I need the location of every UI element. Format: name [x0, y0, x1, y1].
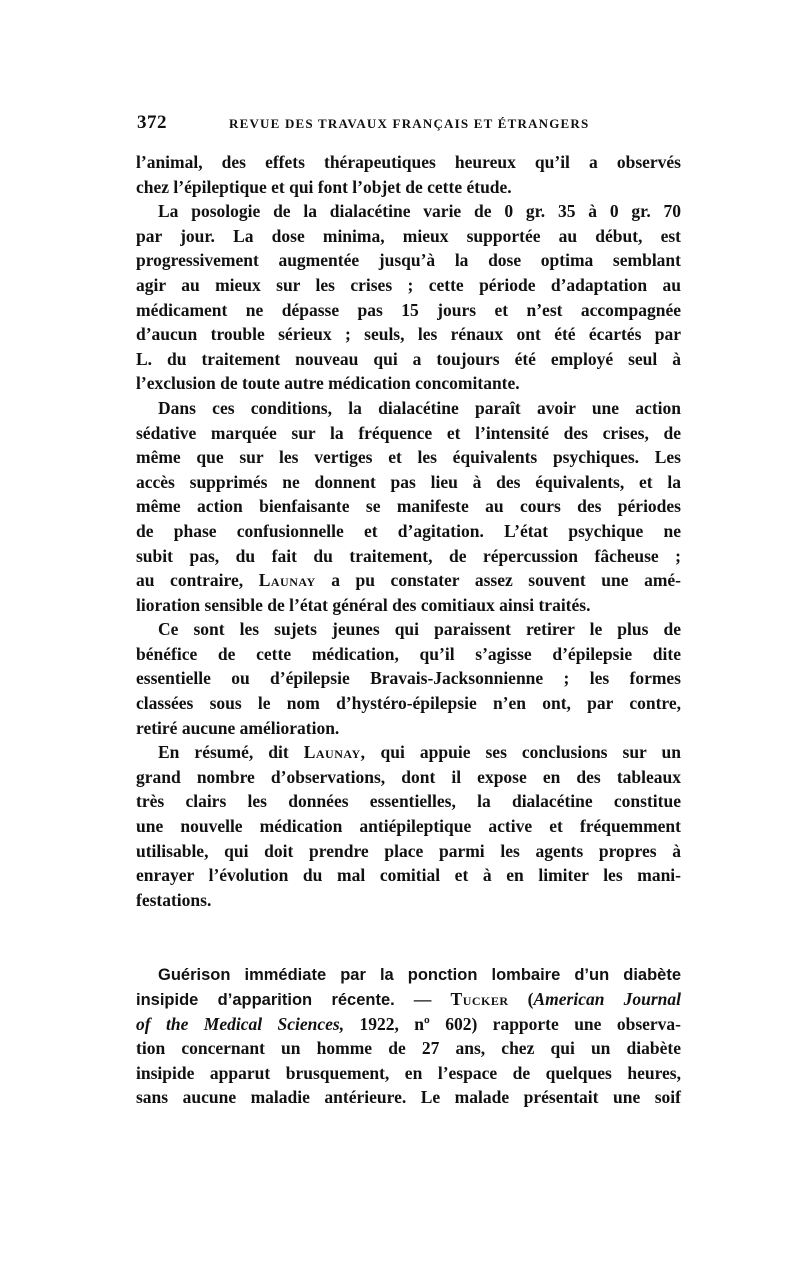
text-line: progressivement augmentée jusqu’à la dose optima semblant — [136, 250, 681, 271]
text-line: L. du traitement nouveau qui a toujours été employé seul à — [136, 348, 681, 369]
text-segment: au contraire, — [136, 570, 244, 591]
article-title-line — [136, 962, 681, 987]
text-line: sédative marquée sur la fréquence et l’intensité des crises, de — [136, 422, 681, 443]
text-line: tion concernant un homme de 27 ans, chez qui un diabète — [136, 1038, 681, 1059]
text-line: même action bienfaisante se manifeste au cours des périodes — [136, 496, 681, 517]
text-line: une nouvelle médication antiépileptique active et fréquemment — [136, 816, 681, 837]
text-segment: ( — [508, 989, 534, 1009]
dash: — — [394, 989, 451, 1009]
text-line: grand nombre d’observations, dont il expose en des tableaux — [136, 766, 681, 787]
text-segment: 1922, nº 602) rapporte une observa- — [344, 1013, 681, 1034]
text-line: festations. — [136, 889, 212, 910]
journal-name: American Journal — [533, 989, 681, 1009]
text-line: médicament ne dépasse pas 15 jours et n’est accompagnée — [136, 299, 681, 320]
text-line: très clairs les données essentielles, la dialacétine constitue — [136, 791, 681, 812]
text-segment: qui appuie ses conclusions sur un — [380, 742, 681, 763]
text-line: chez l’épileptique et qui font l’objet de cette étude. — [136, 176, 512, 197]
text-line: d’aucun trouble sérieux ; seuls, les rénaux ont été écartés par — [136, 324, 681, 345]
text-line: enrayer l’évolution du mal comitial et à en limiter les mani- — [136, 865, 681, 886]
text-line: sans aucune maladie antérieure. Le malade présentait une soif — [136, 1087, 681, 1108]
paragraph-start: Dans ces conditions, la dialacétine paraît avoir une action — [158, 397, 681, 418]
text-line: de phase confusionnelle et d’agitation. L’état psychique ne — [136, 520, 681, 541]
paragraph-start — [136, 740, 681, 765]
page-number: 372 — [137, 112, 167, 133]
text-segment: a pu constater assez souvent une amé- — [331, 570, 681, 591]
article-title-line — [136, 987, 681, 1012]
author-name: Launay — [258, 570, 316, 591]
text-line: insipide apparut brusquement, en l’espace de quelques heures, — [136, 1062, 681, 1083]
text-line: classées sous le nom d’hystéro-épilepsie n’en ont, par contre, — [136, 693, 681, 714]
author-name: Launay, — [303, 742, 366, 763]
text-line — [136, 1012, 681, 1037]
text-line: lioration sensible de l’état général des comitiaux ainsi traités. — [136, 594, 591, 615]
article-title: Guérison immédiate par la ponction lombaire d’un diabète — [158, 966, 681, 985]
text-line: utilisable, qui doit prendre place parmi les agents propres à — [136, 840, 681, 861]
journal-name: of the Medical Sciences, — [136, 1013, 345, 1034]
author-name: Tucker — [450, 989, 509, 1009]
text-line: par jour. La dose minima, mieux supportée au début, est — [136, 225, 681, 246]
text-line: l’exclusion de toute autre médication concomitante. — [136, 373, 520, 394]
paragraph-start: Ce sont les sujets jeunes qui paraissent retirer le plus de — [158, 619, 681, 640]
text-line: essentielle ou d’épilepsie Bravais-Jacksonnienne ; les formes — [136, 668, 681, 689]
text-segment: En résumé, dit — [158, 742, 289, 763]
text-line: l’animal, des effets thérapeutiques heureux qu’il a observés — [136, 152, 681, 172]
text-line: bénéfice de cette médication, qu’il s’agisse d’épilepsie dite — [136, 643, 681, 664]
article-title: insipide d’apparition récente. — [136, 991, 395, 1009]
text-line: même que sur les vertiges et les équivalents psychiques. Les — [136, 447, 681, 468]
text-line: subit pas, du fait du traitement, de répercussion fâcheuse ; — [136, 545, 681, 566]
section-spacer — [136, 912, 681, 962]
body-text — [136, 150, 681, 1110]
page-header — [137, 112, 677, 140]
text-line: agir au mieux sur les crises ; cette période d’adaptation au — [136, 274, 681, 295]
text-line — [136, 568, 681, 593]
text-line: retiré aucune amélioration. — [136, 717, 340, 738]
paragraph-start: La posologie de la dialacétine varie de 0 gr. 35 à 0 gr. 70 — [158, 201, 681, 222]
running-head: REVUE DES TRAVAUX FRANÇAIS ET ÉTRANGERS — [229, 116, 590, 131]
text-line: accès supprimés ne donnent pas lieu à des équivalents, et la — [136, 471, 681, 492]
